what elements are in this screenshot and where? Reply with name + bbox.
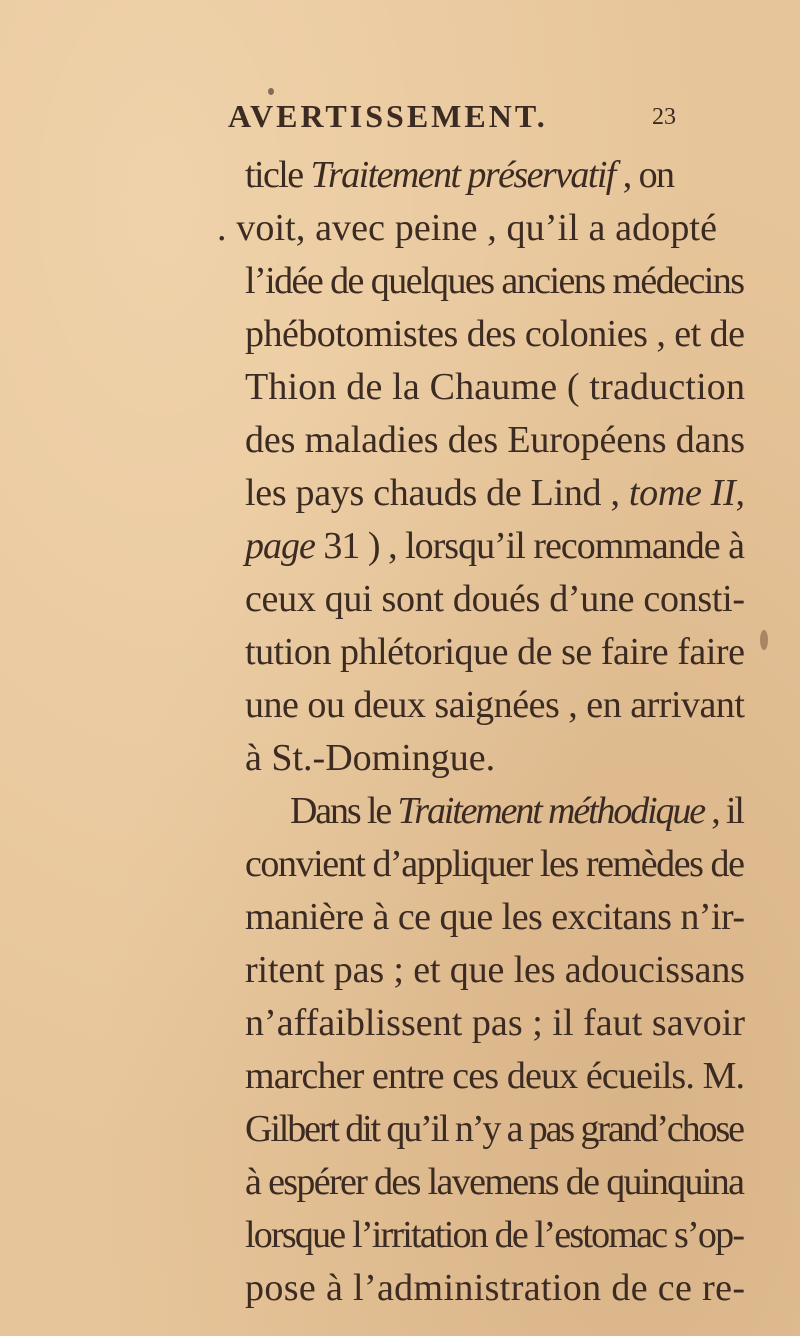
text-line [290,786,743,836]
text-run: tution phlétorique de se faire faire [245,631,745,673]
italic-run: page [245,525,315,567]
text-line [245,627,745,677]
text-run: ceux qui sont doués d’une consti- [245,578,745,620]
page-number: 23 [652,104,676,130]
text-run: , il [703,790,743,832]
text-run: convient d’appliquer les remèdes de [245,843,744,885]
text-run: ticle [245,154,311,196]
text-line [245,892,744,942]
text-run: Gilbert dit qu’il n’y a pas grand’chose [245,1108,743,1150]
text-line [245,256,743,306]
text-line [245,150,673,200]
text-run: Dans le [290,790,398,832]
italic-run: Traitement méthodique [397,790,704,832]
text-line [245,998,745,1048]
text-run: pose à l’administration de ce re- [245,1267,746,1309]
text-line [245,1104,743,1154]
text-run: lorsque l’irritation de l’estomac s’op- [245,1214,744,1256]
text-line [217,203,717,253]
italic-run: Traitement préservatif [310,154,615,196]
text-line [245,733,495,783]
text-run: à St.-Domingue. [245,737,496,779]
text-run: des maladies des Européens dans [245,419,745,461]
text-run: les pays chauds de Lind , [245,472,629,514]
text-line [245,415,745,465]
text-line [245,1263,745,1313]
text-run: phébotomistes des colonies , et de [245,313,745,355]
text-line [245,1210,743,1260]
text-line [245,1051,744,1101]
text-line [245,945,745,995]
text-line [245,309,744,359]
text-run: , [735,472,745,514]
text-run: une ou deux saignées , en arrivant [245,684,745,726]
text-line [245,468,745,518]
running-head: AVERTISSEMENT. [228,98,548,134]
text-line [245,1157,743,1207]
text-line [245,574,745,624]
paper-stain [760,630,768,650]
text-run: à espérer des lavemens de quinquina [245,1161,744,1203]
text-run: , on [614,154,674,196]
text-run: Thion de la Chaume ( traduction [245,366,746,408]
italic-run: tome II [628,472,736,514]
text-run: ritent pas ; et que les adoucissans [245,949,745,991]
text-run: marcher entre ces deux écueils. M. [245,1055,745,1097]
text-run: . voit, avec peine , qu’il a adopté [217,207,718,249]
text-run: 31 ) , lorsqu’il recommande à [314,525,745,567]
text-line [245,521,744,571]
text-line [245,680,745,730]
text-line [245,362,745,412]
page-header [0,98,800,148]
text-line [245,839,744,889]
text-run: n’affaiblissent pas ; il faut savoir [245,1002,746,1044]
ink-spot [268,88,274,95]
text-run: l’idée de quelques anciens médecins [245,260,744,302]
text-run: manière à ce que les excitans n’ir- [245,896,745,938]
